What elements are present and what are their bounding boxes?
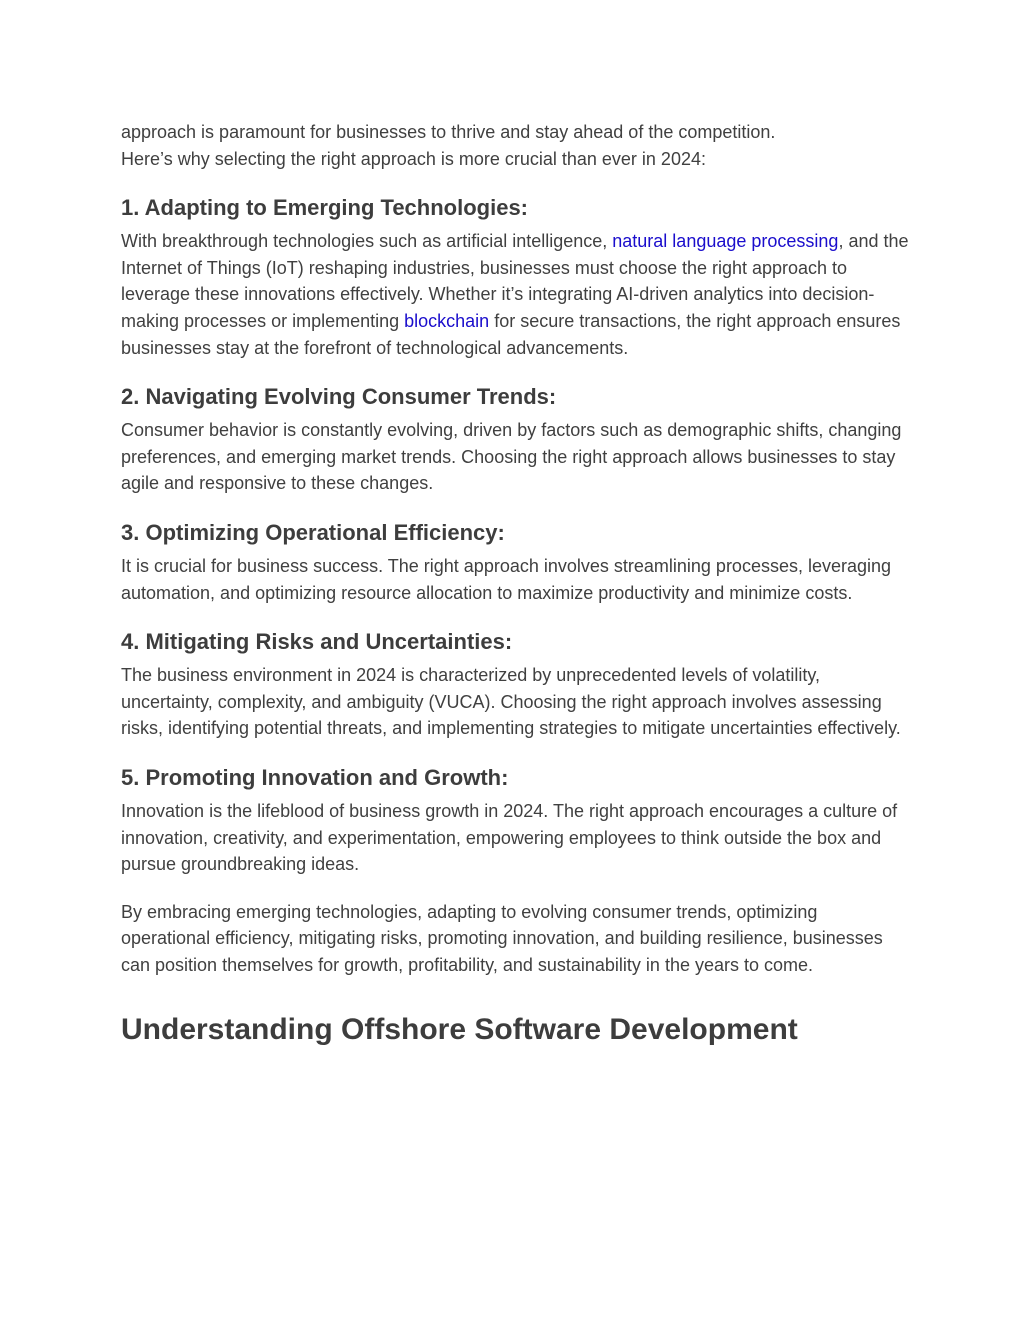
section-body: Consumer behavior is constantly evolving, driven by factors such as demographic shifts, changing preferences, and emerging market trends. Choosing the right approach allows businesses to stay agile and responsive to these changes. — [121, 420, 902, 494]
intro-line-1: approach is paramount for businesses to thrive and stay ahead of the competition. — [121, 122, 776, 142]
section-heading: 4. Mitigating Risks and Uncertainties: — [121, 629, 513, 655]
intro-line-2: Here’s why selecting the right approach is more crucial than ever in 2024: — [121, 148, 706, 169]
blockchain-link[interactable]: blockchain — [404, 310, 490, 331]
section-emerging-technologies — [121, 193, 911, 361]
section-body — [121, 228, 911, 361]
section-consumer-trends — [121, 382, 911, 497]
section-innovation-growth — [121, 763, 911, 878]
section-body: The business environment in 2024 is characterized by unprecedented levels of volatility, uncertainty, complexity, and ambiguity (VUCA). Choosing the right approach involves assessing risks, identifying potential threats, and implementing strategies to mitigate uncertainties effectively. — [121, 665, 901, 739]
section-heading: 1. Adapting to Emerging Technologies: — [121, 195, 529, 221]
section-operational-efficiency — [121, 518, 911, 606]
body-text: With breakthrough technologies such as artificial intelligence, — [121, 231, 613, 252]
section-body: Innovation is the lifeblood of business growth in 2024. The right approach encourages a culture of innovation, creativity, and experimentation, empowering employees to think outside the box and pursue groundbreaking ideas. — [121, 800, 898, 875]
body-text: for secure transactions, the right approach ensures businesses stay at the forefront of technological advancements. — [121, 310, 901, 358]
natural-language-processing-link[interactable]: natural language processing — [612, 231, 839, 252]
section-heading: 2. Navigating Evolving Consumer Trends: — [121, 384, 557, 410]
intro-paragraph — [121, 119, 911, 172]
body-text: , and the Internet of Things (IoT) reshaping industries, businesses must choose the right approach to leverage these innovations effectively. Whether it’s integrating AI-driven analytics into decision-making processes or implementing — [121, 231, 909, 331]
next-section-heading: Understanding Offshore Software Development — [121, 1013, 798, 1047]
section-heading: 3. Optimizing Operational Efficiency: — [121, 519, 505, 545]
section-heading: 5. Promoting Innovation and Growth: — [121, 764, 509, 790]
section-body: It is crucial for business success. The right approach involves streamlining processes, leveraging automation, and optimizing resource allocation to maximize productivity and minimize costs. — [121, 555, 892, 603]
section-risks-uncertainties — [121, 627, 911, 742]
closing-paragraph: By embracing emerging technologies, adapting to evolving consumer trends, optimizing operational efficiency, mitigating risks, promoting innovation, and building resilience, businesses can position themselves for growth, profitability, and sustainability in the years to come. — [121, 901, 883, 975]
document-content — [121, 119, 911, 1050]
